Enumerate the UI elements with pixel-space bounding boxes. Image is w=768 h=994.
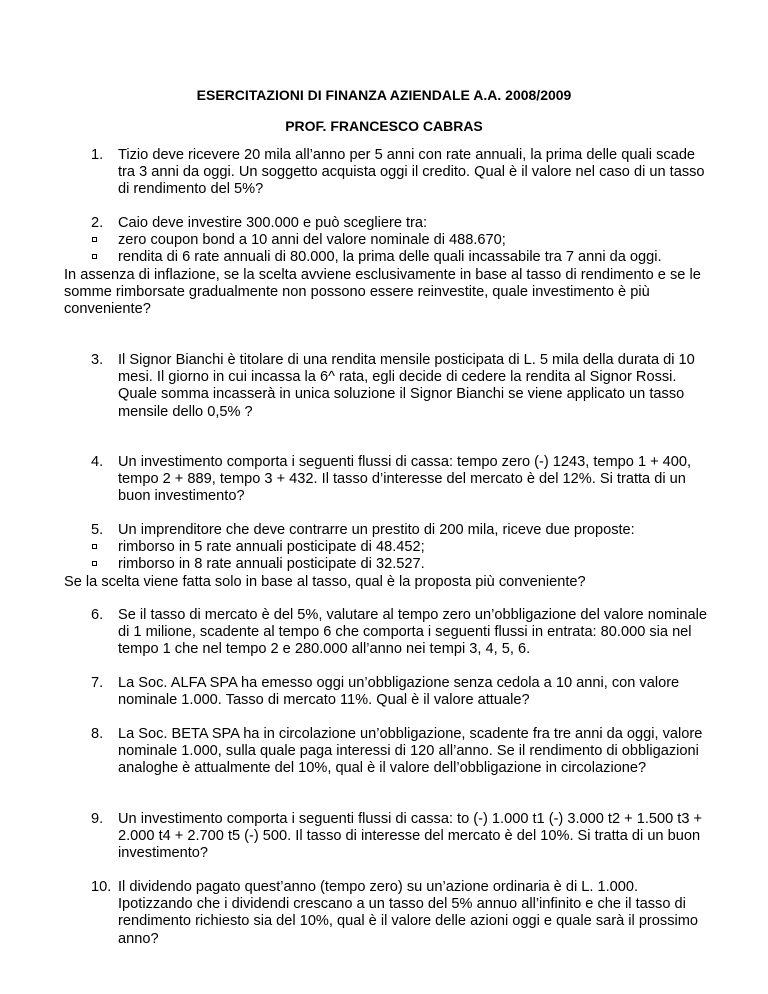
- exercise-text: Un imprenditore che deve contrarre un prestito di 200 mila, riceve due proposte:: [118, 522, 635, 538]
- exercise-8: [91, 726, 711, 778]
- bullet-text: rendita di 6 rate annuali di 80.000, la prima delle quali incassabile tra 7 anni da oggi.: [118, 249, 662, 266]
- exercise-text: Se il tasso di mercato è del 5%, valutare al tempo zero un’obbligazione del valore nominale di 1 milione, scadente al tempo 6 che comporta i seguenti flussi in entrata: 80.000 sia nel tempo 1 che nel tempo 2 e 280.000 all’anno nei tempi 3, 4, 5, 6.: [118, 607, 707, 658]
- exercise-text: Un investimento comporta i seguenti flussi di cassa: tempo zero (-) 1243, tempo 1 + 400, tempo 2 + 889, tempo 3 + 432. Il tasso d’interesse del mercato è del 12%. Si tratta di un buon investimento?: [118, 454, 692, 505]
- document-title: ESERCITAZIONI DI FINANZA AZIENDALE A.A. 2008/2009: [196, 87, 572, 103]
- exercise-2: [64, 215, 711, 318]
- exercise-text: Un investimento comporta i seguenti flussi di cassa: to (-) 1.000 t1 (-) 3.000 t2 + 1.500 t3 + 2.000 t4 + 2.700 t5 (-) 500. Il tasso di interesse del mercato è del 10%. Si tratta di un buon investimento?: [118, 811, 703, 862]
- exercise-3: [91, 352, 711, 421]
- exercise-number: 4.: [91, 454, 104, 470]
- exercise-number: 2.: [91, 215, 104, 231]
- list-item: [91, 249, 711, 266]
- checkbox-bullet-icon: [91, 556, 118, 573]
- exercise-text: La Soc. ALFA SPA ha emesso oggi un’obbligazione senza cedola a 10 anni, con valore nominale 1.000. Tasso di mercato 11%. Qual è il valore attuale?: [118, 675, 680, 709]
- exercise-number: 9.: [91, 811, 104, 827]
- checkbox-bullet-icon: [91, 232, 118, 249]
- exercise-number: 3.: [91, 352, 104, 368]
- exercise-10: [91, 879, 711, 948]
- list-item: [91, 539, 711, 556]
- exercise-text: Tizio deve ricevere 20 mila all’anno per 5 anni con rate annuali, la prima delle quali scade tra 3 anni da oggi. Un soggetto acquista oggi il credito. Qual è il valore nel caso di un tasso di rendimento del 5%?: [118, 147, 705, 198]
- exercise-9: [91, 811, 711, 863]
- checkbox-bullet-icon: [91, 249, 118, 266]
- exercise-text: La Soc. BETA SPA ha in circolazione un’obbligazione, scadente fra tre anni da oggi, valore nominale 1.000, sulla quale paga interessi di 120 all’anno. Se il rendimento di obbligazioni analoghe è attualmente del 10%, qual è il valore dell’obbligazione in circolazione?: [118, 726, 703, 777]
- bullet-text: zero coupon bond a 10 anni del valore nominale di 488.670;: [118, 232, 506, 249]
- exercise-question: In assenza di inflazione, se la scelta avviene esclusivamente in base al tasso di rendimento e se le somme rimborsate gradualmente non possono essere reinvestite, quale investimento è più conveniente?: [64, 266, 701, 318]
- list-item: [91, 556, 711, 573]
- exercise-1: [91, 147, 711, 199]
- document-subtitle: PROF. FRANCESCO CABRAS: [285, 118, 483, 134]
- exercise-number: 7.: [91, 675, 104, 691]
- exercise-number: 10.: [91, 879, 112, 895]
- exercise-number: 1.: [91, 147, 104, 163]
- bullet-text: rimborso in 8 rate annuali posticipate di 32.527.: [118, 556, 425, 573]
- list-item: [91, 232, 711, 249]
- exercise-5: [64, 522, 711, 591]
- bullet-text: rimborso in 5 rate annuali posticipate di 48.452;: [118, 539, 425, 556]
- exercise-number: 5.: [91, 522, 104, 538]
- exercise-number: 6.: [91, 607, 104, 623]
- checkbox-bullet-icon: [91, 539, 118, 556]
- exercise-4: [91, 454, 711, 506]
- exercise-question: Se la scelta viene fatta solo in base al tasso, qual è la proposta più conveniente?: [64, 573, 586, 590]
- exercise-number: 8.: [91, 726, 104, 742]
- exercise-text: Il Signor Bianchi è titolare di una rendita mensile posticipata di L. 5 mila della durata di 10 mesi. Il giorno in cui incassa la 6^ rata, egli decide di cedere la rendita al Signor Rossi.: [118, 352, 695, 386]
- exercise-6: [91, 607, 711, 659]
- exercise-7: [91, 675, 711, 709]
- exercise-question: Quale somma incasserà in unica soluzione il Signor Bianchi se viene applicato un tasso mensile dello 0,5% ?: [118, 386, 685, 420]
- exercise-text: Caio deve investire 300.000 e può scegliere tra:: [118, 215, 428, 231]
- exercise-text: Il dividendo pagato quest’anno (tempo zero) su un’azione ordinaria è di L. 1.000. Ipotizzando che i dividendi crescano a un tasso del 5% annuo all’infinito e che il tasso di rendimento richiesto sia del 10%, qual è il valore delle azioni oggi e quale sarà il prossimo anno?: [118, 879, 699, 947]
